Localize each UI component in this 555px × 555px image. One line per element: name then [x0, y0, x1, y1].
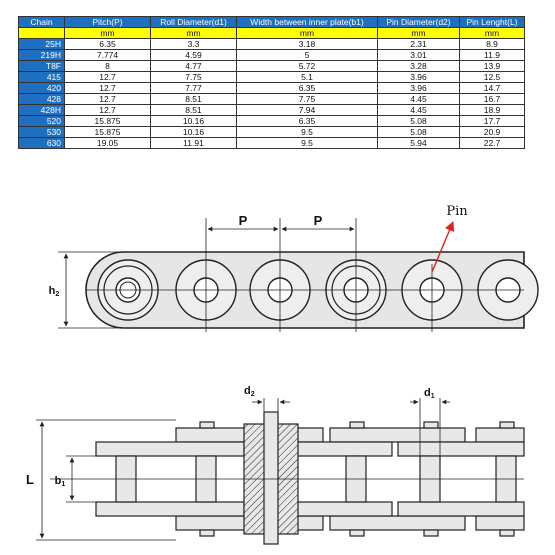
d2-label: d2: [244, 385, 255, 398]
pin-head: [424, 422, 438, 428]
inner-width-cell: 6.35: [237, 83, 378, 94]
roll-diameter-cell: 8.51: [151, 94, 237, 105]
pitch-cell: 15.875: [65, 127, 151, 138]
header-chain: Chain: [19, 17, 65, 28]
pin-head: [424, 530, 438, 536]
roll-diameter-cell: 11.91: [151, 138, 237, 149]
unit-cell: mm: [378, 28, 460, 39]
pin-head: [500, 530, 514, 536]
roll-diameter-cell: 3.3: [151, 39, 237, 50]
inner-width-cell: 5.1: [237, 72, 378, 83]
chain-cell: 25H: [19, 39, 65, 50]
pin-diameter-cell: 5.08: [378, 127, 460, 138]
pin-diameter-cell: 4.45: [378, 94, 460, 105]
pitch-label: P: [238, 213, 248, 228]
pin-diameter-cell: 4.45: [378, 105, 460, 116]
pitch-cell: 12.7: [65, 94, 151, 105]
roll-diameter-cell: 4.59: [151, 50, 237, 61]
pin-length-cell: 20.9: [460, 127, 525, 138]
pin-label: Pin: [446, 204, 468, 219]
pin-length-cell: 17.7: [460, 116, 525, 127]
inner-plate: [96, 442, 244, 456]
pitch-label: P: [313, 213, 323, 228]
chain-cell: 630: [19, 138, 65, 149]
pitch-cell: 6.35: [65, 39, 151, 50]
header-pin-length: Pin Lenght(L): [460, 17, 525, 28]
inner-plate: [96, 502, 244, 516]
inner-width-cell: 9.5: [237, 127, 378, 138]
header-pin-diameter: Pin Diameter(d2): [378, 17, 460, 28]
outer-plate: [330, 428, 465, 442]
pin-diameter-cell: 5.94: [378, 138, 460, 149]
roll-diameter-cell: 4.77: [151, 61, 237, 72]
inner-width-cell: 3.18: [237, 39, 378, 50]
header-pitch: Pitch(P): [65, 17, 151, 28]
pin-diameter-cell: 3.96: [378, 72, 460, 83]
inner-width-cell: 7.94: [237, 105, 378, 116]
b1-label: b1: [54, 475, 66, 488]
unit-cell: mm: [460, 28, 525, 39]
L-label: L: [26, 472, 34, 487]
pitch-cell: 15.875: [65, 116, 151, 127]
pitch-cell: 12.7: [65, 83, 151, 94]
inner-width-cell: 5.72: [237, 61, 378, 72]
inner-width-cell: 7.75: [237, 94, 378, 105]
roll-diameter-cell: 7.75: [151, 72, 237, 83]
inner-width-cell: 9.5: [237, 138, 378, 149]
pitch-cell: 8: [65, 61, 151, 72]
chain-cell: 420: [19, 83, 65, 94]
inner-plate: [398, 442, 524, 456]
chain-top-view: [50, 412, 524, 544]
h2-label: h2: [48, 285, 60, 298]
outer-plate: [330, 516, 465, 530]
chain-cell: 428H: [19, 105, 65, 116]
pin-length-cell: 8.9: [460, 39, 525, 50]
pin-diameter-cell: 3.96: [378, 83, 460, 94]
pin-length-cell: 16.7: [460, 94, 525, 105]
pin-length-cell: 22.7: [460, 138, 525, 149]
unit-cell: mm: [65, 28, 151, 39]
chain-cell: 415: [19, 72, 65, 83]
chain-cell: 219H: [19, 50, 65, 61]
header-inner-width: Width between inner plate(b1): [237, 17, 378, 28]
pitch-cell: 12.7: [65, 72, 151, 83]
chain-cell: 520: [19, 116, 65, 127]
pin-length-cell: 18.9: [460, 105, 525, 116]
chain-cell: 428: [19, 94, 65, 105]
header-roll-diameter: Roll Diameter(d1): [151, 17, 237, 28]
roll-diameter-cell: 7.77: [151, 83, 237, 94]
pin-length-cell: 14.7: [460, 83, 525, 94]
chain-cell: 530: [19, 127, 65, 138]
pitch-cell: 7.774: [65, 50, 151, 61]
pin-diameter-cell: 3.01: [378, 50, 460, 61]
pitch-cell: 12.7: [65, 105, 151, 116]
pin-head: [350, 422, 364, 428]
roll-diameter-cell: 10.16: [151, 127, 237, 138]
roll-diameter-cell: 8.51: [151, 105, 237, 116]
pin-head: [500, 422, 514, 428]
chain-cell: T8F: [19, 61, 65, 72]
pin-head: [200, 530, 214, 536]
unit-cell: mm: [237, 28, 378, 39]
pin-diameter-cell: 5.08: [378, 116, 460, 127]
inner-plate: [398, 502, 524, 516]
chain-side-view: [49, 204, 538, 332]
pin-diameter-cell: 2.31: [378, 39, 460, 50]
pitch-cell: 19.05: [65, 138, 151, 149]
pin-head: [200, 422, 214, 428]
pin-length-cell: 13.9: [460, 61, 525, 72]
outer-plate: [476, 516, 524, 530]
pin-length-cell: 12.5: [460, 72, 525, 83]
pin-diameter-cell: 3.28: [378, 61, 460, 72]
pin-head: [350, 530, 364, 536]
pin-section-core: [264, 412, 278, 544]
inner-width-cell: 6.35: [237, 116, 378, 127]
unit-cell: mm: [151, 28, 237, 39]
outer-plate: [476, 428, 524, 442]
inner-width-cell: 5: [237, 50, 378, 61]
pin-length-cell: 11.9: [460, 50, 525, 61]
d1-label: d1: [424, 387, 435, 400]
roll-diameter-cell: 10.16: [151, 116, 237, 127]
